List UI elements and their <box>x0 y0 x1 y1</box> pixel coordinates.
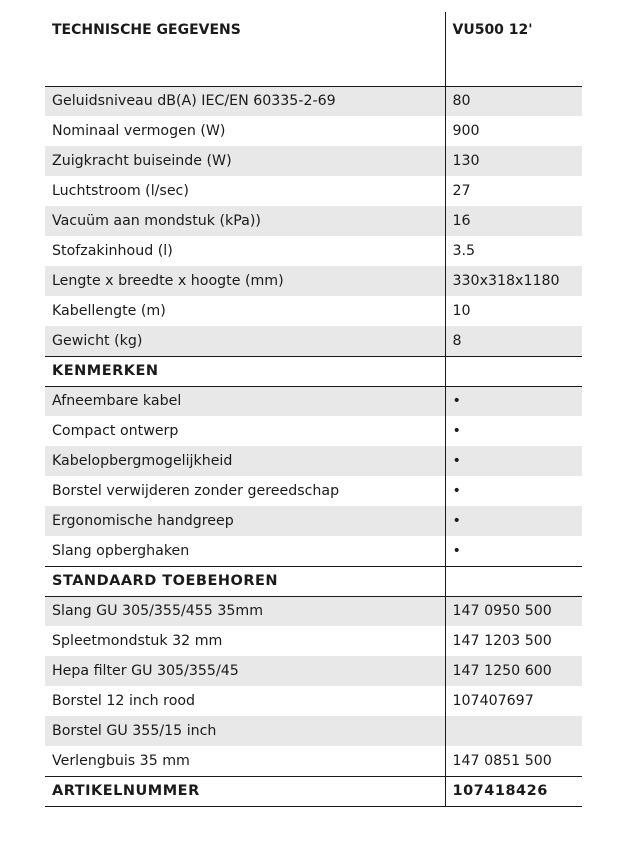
accessory-label: Spleetmondstuk 32 mm <box>52 633 223 649</box>
spec-row <box>45 326 582 356</box>
spec-label: Luchtstroom (l/sec) <box>52 183 189 199</box>
section-blank-cell <box>445 566 582 596</box>
spec-label: Geluidsniveau dB(A) IEC/EN 60335-2-69 <box>45 86 445 116</box>
accessory-row <box>45 596 582 626</box>
model-name: VU500 12' <box>445 12 582 86</box>
spec-label: Kabellengte (m) <box>52 303 166 319</box>
article-number-value: 107418426 <box>445 776 582 806</box>
section-title: STANDAARD TOEBEHOREN <box>45 566 445 596</box>
feature-bullet: • <box>445 386 582 416</box>
feature-label: Compact ontwerp <box>52 423 179 439</box>
spec-sheet <box>45 12 582 807</box>
feature-bullet: • <box>445 416 582 446</box>
accessory-label: Borstel GU 355/15 inch <box>45 716 445 746</box>
spec-row <box>45 116 582 146</box>
feature-bullet: • <box>445 536 582 566</box>
spec-row <box>45 86 582 116</box>
accessory-row <box>45 746 582 776</box>
spec-value: 900 <box>445 116 582 146</box>
accessory-label: Hepa filter GU 305/355/45 <box>45 656 445 686</box>
spec-row <box>45 236 582 266</box>
feature-row <box>45 476 582 506</box>
feature-label: Ergonomische handgreep <box>45 506 445 536</box>
spec-value: 80 <box>445 86 582 116</box>
spec-row <box>45 146 582 176</box>
spec-value: 8 <box>445 326 582 356</box>
spec-label: Vacuüm aan mondstuk (kPa)) <box>45 206 445 236</box>
spec-value: 16 <box>445 206 582 236</box>
feature-label: Kabelopbergmogelijkheid <box>45 446 445 476</box>
accessory-code: 147 1250 600 <box>445 656 582 686</box>
accessory-code: 107407697 <box>445 686 582 716</box>
feature-row <box>45 446 582 476</box>
spec-label: Lengte x breedte x hoogte (mm) <box>45 266 445 296</box>
accessory-label: Borstel 12 inch rood <box>52 693 196 709</box>
spec-value: 3.5 <box>445 236 582 266</box>
spec-value: 330x318x1180 <box>445 266 582 296</box>
spec-label: Stofzakinhoud (l) <box>52 243 173 259</box>
accessory-label: Verlengbuis 35 mm <box>52 752 190 769</box>
feature-label: Slang opberghaken <box>52 542 190 559</box>
accessory-label: Slang GU 305/355/455 35mm <box>45 596 445 626</box>
feature-row <box>45 416 582 446</box>
spec-value: 130 <box>445 146 582 176</box>
feature-row <box>45 506 582 536</box>
section-header-features <box>45 356 582 386</box>
accessory-row <box>45 716 582 746</box>
spec-row <box>45 176 582 206</box>
article-number-label: ARTIKELNUMMER <box>45 776 445 806</box>
spec-label: Nominaal vermogen (W) <box>52 123 226 139</box>
section-title: KENMERKEN <box>45 356 445 386</box>
accessory-row <box>45 626 582 656</box>
spec-row <box>45 266 582 296</box>
feature-label: Afneembare kabel <box>45 386 445 416</box>
feature-bullet: • <box>445 476 582 506</box>
section-blank-cell <box>445 356 582 386</box>
spec-label: Gewicht (kg) <box>45 326 445 356</box>
spec-value: 10 <box>445 296 582 326</box>
feature-row <box>45 386 582 416</box>
article-number-row <box>45 776 582 806</box>
accessory-row <box>45 656 582 686</box>
spec-label: Zuigkracht buiseinde (W) <box>45 146 445 176</box>
accessory-code: 147 0950 500 <box>445 596 582 626</box>
accessory-code <box>445 716 582 746</box>
table-title: TECHNISCHE GEGEVENS <box>45 12 445 86</box>
spec-value: 27 <box>445 176 582 206</box>
accessory-code: 147 1203 500 <box>445 626 582 656</box>
spec-row <box>45 296 582 326</box>
feature-bullet: • <box>445 446 582 476</box>
accessory-code: 147 0851 500 <box>445 746 582 776</box>
accessory-row <box>45 686 582 716</box>
section-header-accessories <box>45 566 582 596</box>
table-header-row <box>45 12 582 86</box>
spec-table <box>45 12 582 807</box>
feature-label: Borstel verwijderen zonder gereedschap <box>52 483 340 499</box>
feature-bullet: • <box>445 506 582 536</box>
feature-row <box>45 536 582 566</box>
spec-row <box>45 206 582 236</box>
